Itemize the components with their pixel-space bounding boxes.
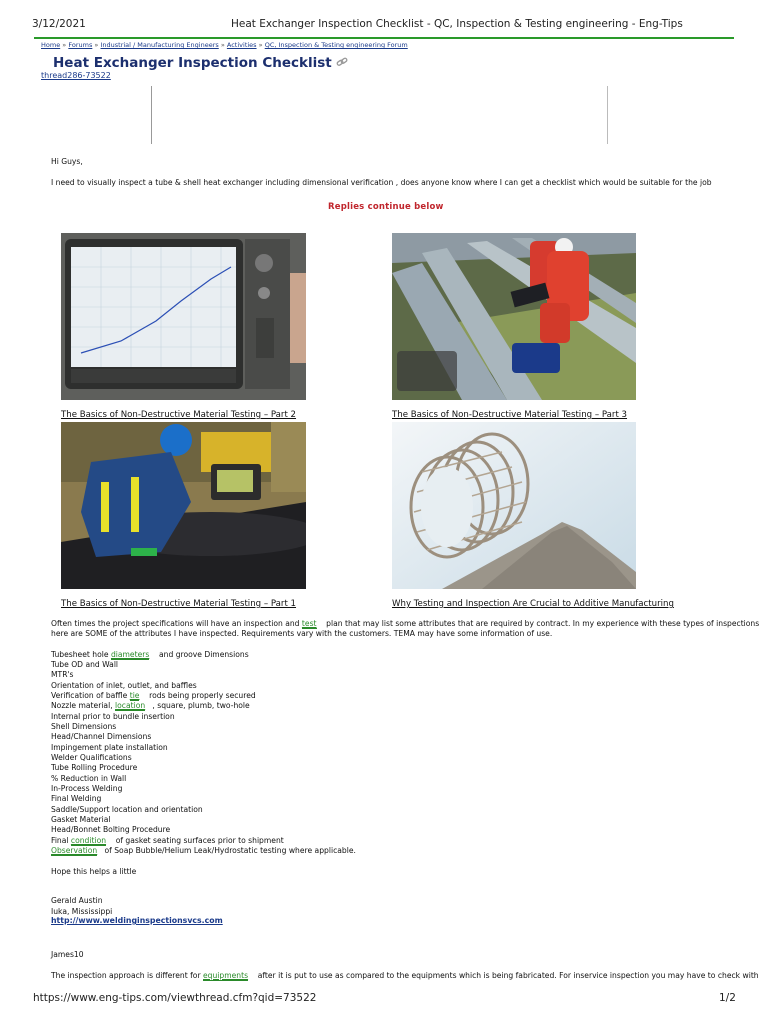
list-item: Nozzle material, location , square, plumb, two-hole [51,701,250,710]
list-item: Impingement plate installation [51,743,168,752]
promo-image-part2[interactable] [61,233,306,400]
list-item: Tubesheet hole diameters and groove Dimensions [51,650,249,659]
promo-caption-part3[interactable]: The Basics of Non-Destructive Material Testing – Part 3 [392,410,628,420]
promo-caption-part1[interactable]: The Basics of Non-Destructive Material Testing – Part 1 [61,599,297,609]
post3-author: James10 [51,950,84,959]
list-item: Final condition of gasket seating surfaces prior to shipment [51,836,284,845]
post3-text: The inspection approach is different for equipments after it is put to use as compared to the equipments which is being fabricated. For inservice inspection you may have to check with [51,971,759,980]
signature-name: Gerald Austin [51,896,103,905]
promo-caption-part2[interactable]: The Basics of Non-Destructive Material Testing – Part 2 [61,410,297,420]
list-item: Verification of baffle tie rods being properly secured [51,691,256,700]
list-item: Tube OD and Wall [51,660,119,669]
header-rule [34,37,734,39]
ad-frame-left [151,86,152,144]
signature-website-link[interactable]: http://www.weldinginspectionsvcs.com [51,916,223,925]
list-item: In-Process Welding [51,784,123,793]
promo-image-additive[interactable] [392,422,636,589]
breadcrumb: Home » Forums » Industrial / Manufacturing Engineers » Activities » QC, Inspection & Testing engineering Forum [41,41,408,49]
list-item: Head/Channel Dimensions [51,732,152,741]
promo-image-part3[interactable] [392,233,636,400]
post-greeting: Hi Guys, [51,157,83,166]
list-item: % Reduction in Wall [51,774,127,783]
list-item: MTR's [51,670,74,679]
print-date: 3/12/2021 [32,18,86,30]
post2-intro-line1: Often times the project specifications will have an inspection and test plan that may list some attributes that are required by contract. In my experience with these types of inspections [51,619,760,628]
list-item: Welder Qualifications [51,753,132,762]
promo-caption-additive[interactable]: Why Testing and Inspection Are Crucial to Additive Manufacturing [392,599,674,609]
list-item: Final Welding [51,794,102,803]
keyword-link-location[interactable]: location [115,701,146,710]
print-page-number: 1/2 [719,992,736,1004]
ad-frame-right [607,86,608,144]
replies-banner: Replies continue below [328,202,444,212]
link-icon[interactable] [336,55,348,71]
keyword-link-condition[interactable]: condition [70,836,107,845]
promo-image-part1[interactable] [61,422,306,589]
keyword-link-diameters[interactable]: diameters [110,650,150,659]
list-item: Saddle/Support location and orientation [51,805,203,814]
keyword-link-tie[interactable]: tie [129,691,140,700]
list-item: Orientation of inlet, outlet, and baffles [51,681,197,690]
keyword-link-test[interactable]: test [301,619,317,628]
list-item: Tube Rolling Procedure [51,763,138,772]
breadcrumb-home[interactable]: Home [41,41,61,49]
breadcrumb-forums[interactable]: Forums [68,41,93,49]
thread-id-link[interactable]: thread286-73522 [41,71,111,80]
post2-closing: Hope this helps a little [51,867,137,876]
breadcrumb-activities[interactable]: Activities [226,41,257,49]
keyword-link-equipments[interactable]: equipments [203,971,249,980]
list-item: Gasket Material [51,815,111,824]
page-title: Heat Exchanger Inspection Checklist [53,55,348,71]
list-item: Observation of Soap Bubble/Helium Leak/Hydrostatic testing where applicable. [51,846,356,855]
breadcrumb-industrial[interactable]: Industrial / Manufacturing Engineers [100,41,219,49]
list-item: Shell Dimensions [51,722,117,731]
keyword-link-observation[interactable]: Observation [51,846,98,855]
list-item: Internal prior to bundle insertion [51,712,175,721]
signature-location: Iuka, Mississippi [51,907,113,916]
print-url: https://www.eng-tips.com/viewthread.cfm?qid=73522 [33,992,317,1004]
breadcrumb-forum[interactable]: QC, Inspection & Testing engineering Forum [264,41,408,49]
print-page-title: Heat Exchanger Inspection Checklist - QC, Inspection & Testing engineering - Eng-Tips [231,18,683,30]
list-item: Head/Bonnet Bolting Procedure [51,825,171,834]
post2-intro-line2: here are SOME of the attributes I have inspected. Requirements vary with the customers. TEMA may have some information of use. [51,629,553,638]
post-question: I need to visually inspect a tube & shell heat exchanger including dimensional verification , does anyone know where I can get a checklist which would be suitable for the job [51,178,712,187]
